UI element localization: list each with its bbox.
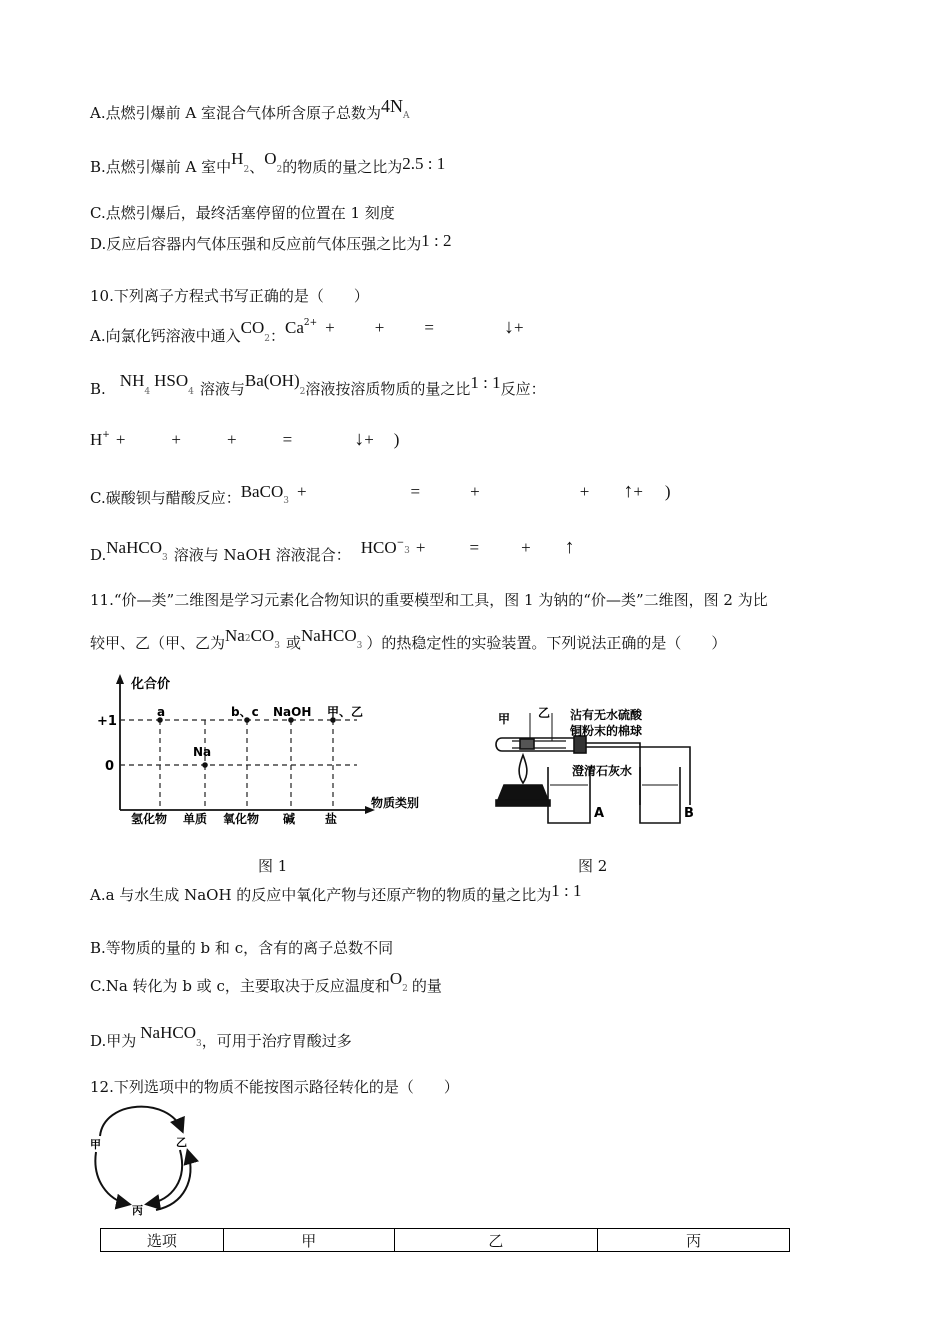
q10-c-baco3-sub: 3 [283,496,289,506]
fig1-point-na [202,762,208,768]
q9-option-c: C.点燃引爆后，最终活塞停留的位置在 1 刻度 [90,204,395,222]
q9-b-o2: O [264,149,277,168]
fig1-label-naoh: NaOH [273,705,312,719]
fig1-tick-plus1: +1 [97,714,117,729]
fig2-label-b: B [684,806,694,821]
q10-option-b [90,371,546,399]
q10-a-ca: Ca [284,318,304,337]
q10-d-mid: 溶液与 NaOH 溶液混合： [173,546,351,564]
q10-d-up-arrow: ↑ [564,536,575,558]
q11-na2co3-na: Na [225,626,245,645]
q11-d-nahco3: NaHCO [140,1023,196,1042]
table-header-option: 选项 [101,1229,224,1252]
q11-nahco3-sub: 3 [356,641,363,651]
q10-stem: 10.下列离子方程式书写正确的是（ ） [90,287,369,305]
q11-or: 或 [285,634,301,652]
q10-c-baco3: BaCO [240,482,284,501]
q10-b2-equals: = [282,430,293,449]
arrow-jia-to-yi [100,1107,182,1136]
q10-b-end: 反应： [500,380,546,398]
fig1-label-bc: b、c [231,705,259,719]
arrow-jia-to-bing [95,1152,128,1204]
q12-label-jia: 甲 [90,1138,101,1151]
q11-nahco3: NaHCO [300,626,357,645]
q10-d-hco3-sup: − [396,538,405,548]
grid [120,720,357,810]
stopper [574,736,586,753]
q10-a-text: A.向氯化钙溶液中通入 [90,327,241,345]
q9-b-text: B.点燃引爆前 A 室中 [90,158,232,176]
q10-b-nh4: NH [119,371,145,390]
q10-d-hco3: HCO [360,538,397,557]
table-header-yi: 乙 [394,1229,598,1252]
sample [520,739,534,749]
q12-label-bing: 丙 [132,1204,143,1217]
q10-b-hso4-sub: 4 [188,387,194,397]
q10-b2-h-sup: + [102,430,110,440]
q9-a-value: 4N [380,96,403,116]
q11-c-o2-sub: 2 [402,984,408,994]
q11-option-a [90,881,582,905]
q12-options-table [100,1228,790,1252]
q10-d-nahco3: NaHCO [106,538,162,557]
fig1-cat-salt: 盐 [325,812,338,826]
outer-tube-end [496,738,502,751]
q11-stem2-a: 较甲、乙（甲、乙为 [90,634,226,652]
q10-b-nh4-sub: 4 [144,387,151,397]
q9-b-mid: 的物质的量之比为 [282,158,403,176]
q10-b-baoh2: Ba(OH) [244,371,300,390]
q9-option-b [90,149,446,177]
q11-option-b: B.等物质的量的 b 和 c，含有的离子总数不同 [90,939,394,957]
q10-b2-h: H [90,430,103,449]
q10-d-equals: = [469,538,480,557]
q11-c-end: 的量 [411,977,442,995]
flame [519,755,527,783]
fig2-cotton-line2: 铜粉末的棉球 [570,724,643,738]
q9-b-sep: 、 [249,158,265,176]
q12-stem: 12.下列选项中的物质不能按图示路径转化的是（ ） [90,1078,459,1096]
table-header-bing: 丙 [598,1229,790,1252]
fig1-label-na: Na [193,745,212,759]
q10-d-hco3-sub: 3 [404,546,410,556]
beaker-b [640,767,680,823]
q10-d-plus-2: + [521,538,531,557]
q10-b2-down-arrow: ↓ [354,428,365,450]
q10-c-plus-3: + [579,482,590,501]
q10-option-b-equation [90,428,399,451]
q10-option-a [90,316,524,347]
figure-1-caption: 图 1 [258,857,288,875]
arrow-bing-to-yi [156,1152,190,1210]
q9-b-o2-sub: 2 [276,165,283,175]
q9-d-ratio: 1 : 2 [421,231,452,250]
figure-2-apparatus [490,705,710,825]
q9-b-h2-sub: 2 [243,165,250,175]
q10-a-plus-2: + [374,318,385,337]
q10-a-co2-sub: 2 [264,334,270,344]
figure-1-valence-chart [95,670,455,830]
q10-a-plus-3: + [513,318,524,337]
q11-d-nahco3-sub: 3 [195,1039,202,1049]
q11-stem2-b: ）的热稳定性的实验装置。下列说法正确的是（ ） [366,634,727,652]
fig1-label-jiayi: 甲、乙 [327,705,364,719]
fig1-cat-oxide: 氧化物 [223,812,260,826]
q10-b2-plus-2: + [171,430,182,449]
q10-a-colon: ： [269,327,285,345]
q11-option-d [90,1023,352,1051]
q10-b-hso4: HSO [154,371,189,390]
fig1-yaxis-label: 化合价 [131,677,171,692]
fig2-label-yi: 乙 [538,706,551,720]
q10-a-equals: = [424,318,434,337]
q11-stem-line2 [90,626,727,653]
q12-label-yi: 乙 [176,1136,187,1149]
q9-a-text: A.点燃引爆前 A 室混合气体所含原子总数为 [90,104,381,122]
q9-b-ratio: 2.5 : 1 [402,154,446,173]
q10-a-ca-sup: 2+ [303,318,318,328]
q10-b-text: B. [90,380,106,398]
fig1-label-a: a [157,705,166,719]
q10-c-plus-4: + [633,482,643,501]
fig1-cat-element: 单质 [183,812,208,826]
q10-b2-tail: ) [393,430,400,449]
arrow-yi-to-bing [148,1150,182,1204]
table-header-jia: 甲 [223,1229,394,1252]
q10-d-plus: + [415,538,426,557]
q11-a-ratio: 1 : 1 [551,881,582,900]
y-axis-arrow [116,674,124,684]
q10-c-plus-2: + [470,482,480,501]
figure-2-caption: 图 2 [578,857,608,875]
fig1-cat-hydride: 氢化物 [131,812,168,826]
alcohol-lamp [498,785,548,800]
q10-a-down-arrow: ↓ [503,316,514,338]
q9-b-h2: H [231,149,244,168]
q10-c-up-arrow: ↑ [623,480,634,502]
q11-option-c [90,969,442,996]
q11-na2co3-co: CO [250,626,275,645]
q9-option-a [90,96,410,123]
q11-na2co3-sub2: 3 [274,641,280,651]
q10-b2-plus-3: + [227,430,237,449]
q10-b2-plus: + [115,430,126,449]
q10-b-baoh2-sub: 2 [299,387,306,397]
fig2-cotton-line1: 沾有无水硫酸 [570,708,643,722]
fig1-cat-base: 碱 [283,812,296,826]
q11-d-text: D.甲为 [90,1032,137,1050]
q10-option-c [90,480,671,509]
q11-c-text: C.Na 转化为 b 或 c，主要取决于反应温度和 [90,977,390,995]
fig1-xaxis-label: 物质类别 [371,796,420,810]
q11-na2co3-sub: 2 [244,634,251,644]
q10-d-nahco3-sub: 3 [161,553,168,563]
q10-option-d [90,536,575,566]
q11-d-end: ，可用于治疗胃酸过多 [201,1032,352,1050]
q10-c-tail: ) [664,482,671,501]
fig2-limewater: 澄清石灰水 [572,764,633,778]
q10-b-mid1: 溶液与 [199,380,245,398]
fig1-tick-0: 0 [105,759,115,774]
q10-d-text: D. [90,546,107,564]
table-row [101,1229,790,1252]
lamp-base [496,800,550,806]
q10-b-mid2: 溶液按溶质物质的量之比 [305,380,471,398]
q11-c-o2: O [389,969,403,988]
q10-a-plus: + [325,318,335,337]
q12-conversion-diagram [88,1100,208,1218]
q10-c-equals: = [410,482,421,501]
q9-option-d [90,233,452,254]
q10-c-text: C.碳酸钡与醋酸反应： [90,489,241,507]
q10-b-ratio: 1 : 1 [470,373,501,392]
q11-a-text: A.a 与水生成 NaOH 的反应中氧化产物与还原产物的物质的量之比为 [90,886,552,904]
fig2-label-jia: 甲 [498,712,511,726]
q10-c-plus: + [296,482,307,501]
q10-a-co2: CO [240,318,265,337]
q9-d-text: D.反应后容器内气体压强和反应前气体压强之比为 [90,235,422,253]
q10-b2-plus-4: + [364,430,374,449]
q11-stem-line1: 11.“价—类”二维图是学习元素化合物知识的重要模型和工具，图 1 为钠的“价—类”二维图，图 2 为比 [90,591,768,609]
fig2-label-a: A [594,806,605,821]
q9-a-sub: A [402,111,410,121]
outer-tube [502,738,580,751]
